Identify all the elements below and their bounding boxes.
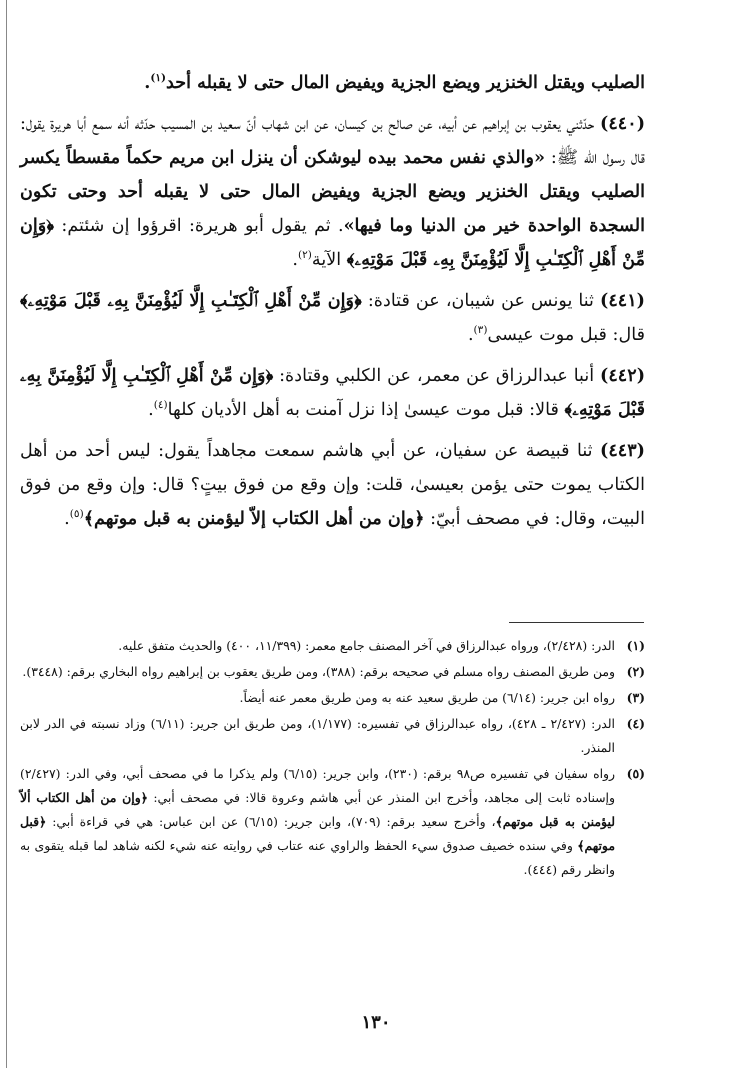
hadith-443: (٤٤٣) ثنا قبيصة عن سفيان، عن أبي هاشم سمعت مجاهداً يقول: ليس أحد من أهل الكتاب يموت حتى يؤمن بعيسىٰ، قلت: وإن وقع من فوق بيتٍ؟ قال: وإن وقع من فوق البيت، وقال: في مصحف أبيّ: ﴿وإن من أهل الكتاب إلاّ ليؤمنن به قبل موتهم﴾$^{(٥)}$. (20, 440, 645, 529)
quran-verse: ﴿وإن من أهل الكتاب ألاّ ليؤمنن به قبل موتهم﴾ (20, 790, 615, 829)
hadith-number: (٤٤٣) (599, 440, 645, 461)
hadith-number: (٤٤٠) (600, 113, 646, 134)
footnotes (20, 634, 645, 884)
quran-verse: ﴿وَإِن مِّنْ أَهْلِ ٱلْكِتَـٰبِ إِلَّا لَيُؤْمِنَنَّ بِهِۦ قَبْلَ مَوْتِهِۦ﴾ (20, 290, 362, 311)
footnote-marker: (٤) (153, 399, 168, 412)
scan-edge-line (6, 0, 7, 1068)
hadith-440: (٤٤٠) حدّثني يعقوب بن إبراهيم عن أبيه، عن صالح بن كيسان، عن ابن شهاب أنّ سعيد بن المسيب حدّثه أنه سمع أبا هريرة يقول: قال رسول الله ﷺ: «والذي نفس محمد بيده ليوشكن أن ينزل ابن مريم حكماً مقسطاً يكسر الصليب ويقتل الخنزير ويضع الجزية ويفيض المال حتى لا يقبله أحد وحتى تكون السجدة الواحدة خير من الدنيا وما فيها». ثم يقول أبو هريرة: اقرؤوا إن شئتم: ﴿وَإِن مِّنْ أَهْلِ ٱلْكِتَـٰبِ إِلَّا لَيُؤْمِنَنَّ بِهِۦ قَبْلَ مَوْتِهِۦ﴾ الآية$^{(٢)}$. (20, 113, 646, 270)
hadith-441: (٤٤١) ثنا يونس عن شيبان، عن قتادة: ﴿وَإِن مِّنْ أَهْلِ ٱلْكِتَـٰبِ إِلَّا لَيُؤْمِنَنَّ بِهِۦ قَبْلَ مَوْتِهِۦ﴾ قال: قبل موت عيسى$^{(٣)}$. (20, 290, 645, 345)
quran-verse: ﴿قبل موتهم﴾ (20, 814, 615, 853)
footnote-item (20, 762, 645, 882)
footnote-marker: (٢) (298, 249, 312, 262)
footnote-marker: (٣) (473, 324, 488, 337)
footnote-marker: (١) (150, 72, 167, 85)
footnote-text: رواه سفيان في تفسيره ص٩٨ برقم: (٢٣٠)، وابن جرير: (٦/١٥) ولم يذكرا ما في مصحف أبي، وفي الدر: (٢/٤٢٧) وإسناده ثابت إلى مجاهد، وأخرج ابن المنذر عن أبي هاشم وعروة قالا: في مصحف أبي: ﴿وإن من أهل الكتاب ألاّ ليؤمنن به قبل موتهم﴾، وأخرج سعيد برقم: (٧٠٩)، وابن جرير: (٦/١٥) عن ابن عباس: هي في قراءة أبي: ﴿قبل موتهم﴾ وفي سنده خصيف صدوق سيء الحفظ والراوي عنه عتاب في روايته عنه شيء لكنه شاهد لما قبله يتقوى به وانظر رقم (٤٤٤). (20, 766, 616, 877)
footnote-item (20, 712, 645, 760)
hadith-number: (٤٤٢) (600, 365, 646, 386)
quran-verse: ﴿وَإِن مِّنْ أَهْلِ ٱلْكِتَـٰبِ إِلَّا لَيُؤْمِنَنَّ بِهِۦ قَبْلَ مَوْتِهِۦ﴾ (20, 215, 645, 270)
footnote-number: (٤) (626, 716, 645, 731)
footnote-item (20, 634, 645, 658)
footnote-item (20, 686, 645, 710)
quran-verse: ﴿وإن من أهل الكتاب إلاّ ليؤمنن به قبل موتهم﴾ (83, 508, 425, 529)
quran-verse: ﴿وَإِن مِّنْ أَهْلِ ٱلْكِتَـٰبِ إِلَّا لَيُؤْمِنَنَّ بِهِۦ قَبْلَ مَوْتِهِۦ﴾ (20, 365, 645, 420)
page-number: ١٣٠ (361, 1012, 391, 1033)
footnote-number: (٢) (626, 664, 645, 679)
footnote-text: الدر: (٢/٤٢٨)، ورواه عبدالرزاق في آخر المصنف جامع معمر: (١١/٣٩٩، ٤٠٠) والحديث متفق عليه. (118, 638, 615, 653)
footnote-divider (509, 622, 644, 623)
hadith-quote: «والذي نفس محمد بيده ليوشكن أن ينزل ابن مريم حكماً مقسطاً يكسر الصليب ويقتل الخنزير ويضع الجزية ويفيض المال حتى لا يقبله أحد وحتى تكون السجدة الواحدة خير من الدنيا وما فيها» (20, 147, 645, 236)
footnote-number: (٣) (626, 690, 645, 705)
hadith-number: (٤٤١) (599, 290, 645, 311)
footnote-number: (١) (626, 638, 645, 653)
footnote-text: ومن طريق المصنف رواه مسلم في صحيحه برقم: (٣٨٨)، ومن طريق يعقوب بن إبراهيم رواه البخاري برقم: (٣٤٤٨). (22, 664, 615, 679)
footnote-number: (٥) (626, 766, 645, 781)
hadith-442: (٤٤٢) أنبا عبدالرزاق عن معمر، عن الكلبي وقتادة: ﴿وَإِن مِّنْ أَهْلِ ٱلْكِتَـٰبِ إِلَّا لَيُؤْمِنَنَّ بِهِۦ قَبْلَ مَوْتِهِۦ﴾ قالا: قبل موت عيسىٰ إذا نزل آمنت به أهل الأديان كلها$^{(٤)}$. (20, 365, 646, 420)
footnote-item (20, 660, 645, 684)
main-text (20, 66, 645, 543)
footnote-text: الدر: (٢/٤٢٧ ـ ٤٢٨)، رواه عبدالرزاق في تفسيره: (١/١٧٧)، ومن طريق ابن جرير: (٦/١١) وزاد نسبته في الدر لابن المنذر. (20, 716, 615, 755)
footnote-text: رواه ابن جرير: (٦/١٤) من طريق سعيد عنه به ومن طريق معمر عنه أيضاً. (239, 690, 615, 705)
paragraph-continued: الصليب ويقتل الخنزير ويضع الجزية ويفيض المال حتى لا يقبله أحد$^{(١)}$. (144, 72, 645, 93)
footnote-marker: (٥) (69, 508, 84, 521)
